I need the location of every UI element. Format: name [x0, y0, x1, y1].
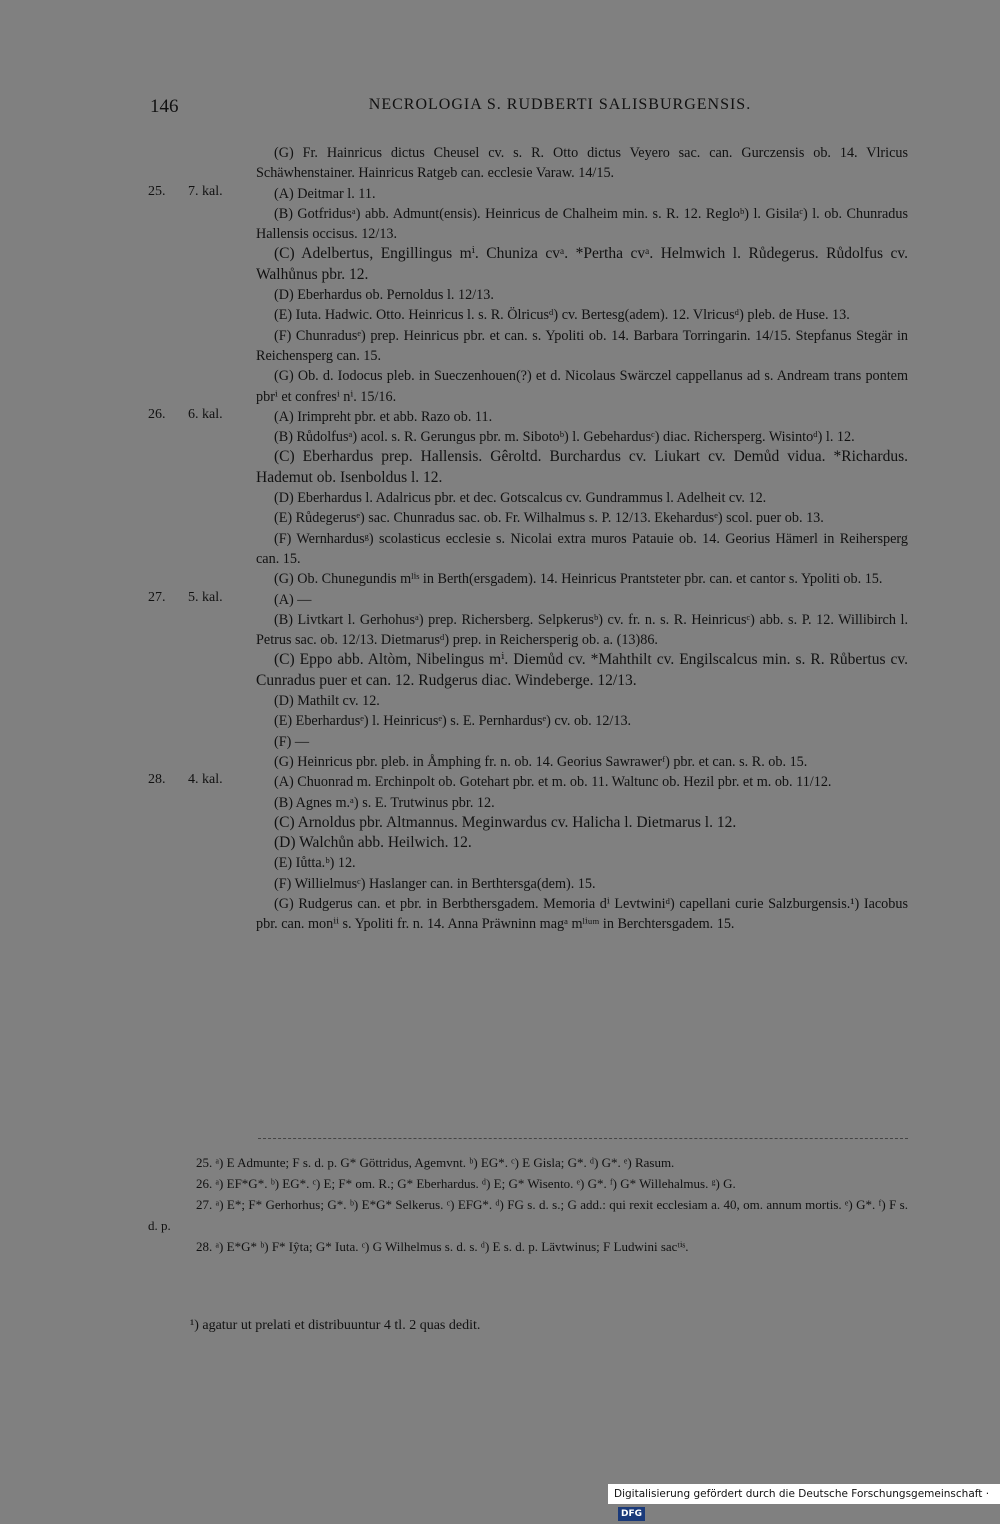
day-kalends: 4. kal.	[188, 772, 223, 788]
footnote-numbered: ¹) agatur ut prelati et distribuuntur 4 tl. 2 quas dedit.	[190, 1318, 481, 1333]
day-block	[148, 772, 908, 934]
necrology-body	[148, 143, 908, 935]
page-header	[150, 96, 910, 122]
day-heading	[148, 772, 223, 788]
necrology-entry: (B) Růdolfusᵃ) acol. s. R. Gerungus pbr. m. Sibotoᵇ) l. Gebehardusᶜ) diac. Richersperg. Wisintoᵈ) l. 12.	[274, 429, 855, 446]
necrology-entry: (F) Chunradusᵉ) prep. Heinricus pbr. et can. s. Ypoliti ob. 14. Barbara Torringarin. 14/15. Stepfanus Stegär in Reichensperg can. 15.	[256, 327, 908, 364]
necrology-entry: (C) Arnoldus pbr. Altmannus. Meginwardus cv. Halicha l. Dietmarus l. 12.	[274, 813, 737, 831]
necrology-entry: (B) Agnes m.ᵃ) s. E. Trutwinus pbr. 12.	[274, 794, 495, 811]
necrology-entry: (F) —	[274, 733, 310, 750]
day-kalends: 7. kal.	[188, 183, 223, 199]
necrology-entry: (E) Růdegerusᵉ) sac. Chunradus sac. ob. Fr. Wilhalmus s. P. 12/13. Ekehardusᵉ) scol. puer ob. 13.	[274, 510, 824, 527]
necrology-entry: (B) Livtkart l. Gerhohusᵃ) prep. Richersberg. Selpkerusᵇ) cv. fr. n. s. R. Heinricusᶜ) abb. s. P. 12. Willibirch l. Petrus sac. ob. 12/13. Dietmarusᵈ) prep. in Reichersperig ob. a. (13)86.	[256, 611, 908, 649]
necrology-entry: (A) Chuonrad m. Erchinpolt ob. Gotehart pbr. et m. ob. 11. Waltunc ob. Hezil pbr. et m. ob. 11/12.	[274, 774, 832, 791]
necrology-entry: (G) Heinricus pbr. pleb. in Åmphing fr. n. ob. 14. Georius Sawrawerᶠ) pbr. et can. s. R. ob. 15.	[274, 753, 808, 770]
necrology-entry: (G) Fr. Hainricus dictus Cheusel cv. s. R. Otto dictus Veyero sac. can. Gurczensis ob. 14. Vlricus Schäwhenstainer. Hainricus Ratgeb can. ecclesie Varaw. 14/15.	[256, 145, 908, 182]
necrology-entry: (G) Rudgerus can. et pbr. in Berbthersgadem. Memoria dⁱ Levtwiniᵈ) capellani curie Salzburgensis.¹) Iacobus pbr. can. monⁱⁱ s. Ypoliti fr. n. 14. Anna Präwninn magᵃ mˡⁱᵘᵐ in Berchtersgadem. 15.	[256, 895, 908, 933]
necrology-entry: (G) Ob. Chunegundis mˡⁱˢ in Berth(ersgadem). 14. Heinricus Prantsteter pbr. can. et cantor s. Ypoliti ob. 15.	[274, 571, 883, 588]
footnote-line: 26. ᵃ) EF*G*. ᵇ) EG*. ᶜ) E; F* om. R.; G* Eberhardus. ᵈ) E; G* Wisento. ᵉ) G*. ᶠ) G* Willehalmus. ᵍ) G.	[196, 1176, 736, 1191]
footnote-line: 28. ᵃ) E*G* ᵇ) F* Iŷta; G* Iuta. ᶜ) G Wilhelmus s. d. s. ᵈ) E s. d. p. Lävtwinus; F Ludwini sacᵗⁱˢ.	[196, 1239, 689, 1254]
digitization-footer	[608, 1484, 1000, 1519]
day-heading	[148, 184, 223, 200]
necrology-entry: (A) Irimpreht pbr. et abb. Razo ob. 11.	[274, 408, 493, 425]
day-block	[148, 143, 908, 184]
necrology-entry: (D) Mathilt cv. 12.	[274, 693, 380, 710]
footnote-line: 25. ᵃ) E Admunte; F s. d. p. G* Göttridus, Agemvnt. ᵇ) EG*. ᶜ) E Gisla; G*. ᵈ) G*. ᵉ) Rasum.	[196, 1155, 675, 1170]
necrology-entry: (C) Eppo abb. Altòm, Nibelingus mⁱ. Diemůd cv. *Mahthilt cv. Engilscalcus min. s. R. Růbertus cv. Cunradus puer et can. 12. Rudgerus diac. Windeberge. 12/13.	[256, 651, 908, 689]
footer-text: Digitalisierung gefördert durch die Deutsche Forschungsgemeinschaft ·	[614, 1488, 990, 1500]
day-number: 28.	[148, 772, 166, 788]
footnotes	[148, 1152, 908, 1257]
day-number: 26.	[148, 406, 166, 422]
page-number: 146	[150, 96, 179, 117]
day-heading	[148, 407, 223, 423]
necrology-entry: (D) Eberhardus ob. Pernoldus l. 12/13.	[274, 287, 494, 304]
footnote-line: 27. ᵃ) E*; F* Gerhorhus; G*. ᵇ) E*G* Selkerus. ᶜ) EFG*. ᵈ) FG s. d. s.; G add.: qui rexit ecclesiam a. 40, om. annum mortis. ᵉ) G*. ᶠ) F s. d. p.	[148, 1197, 908, 1233]
necrology-entry: (E) Iuta. Hadwic. Otto. Heinricus l. s. R. Ölricusᵈ) cv. Bertesg(adem). 12. Vlricusᵈ) pleb. de Huse. 13.	[274, 307, 850, 324]
necrology-entry: (F) Willielmusᶜ) Haslanger can. in Berthtersga(dem). 15.	[274, 875, 596, 892]
dfg-logo: DFG	[618, 1507, 645, 1521]
necrology-entry: (F) Wernhardusᵍ) scolasticus ecclesie s. Nicolai extra muros Patauie ob. 14. Georius Hämerl in Reihersperg can. 15.	[256, 530, 908, 567]
necrology-entry: (A) —	[274, 591, 312, 608]
day-block	[148, 407, 908, 590]
necrology-entry: (A) Deitmar l. 11.	[274, 185, 376, 202]
necrology-entry: (C) Adelbertus, Engillingus mⁱ. Chuniza cvᵃ. *Pertha cvᵃ. Helmwich l. Růdegerus. Růdolfus cv. Walhůnus pbr. 12.	[256, 245, 908, 283]
running-title: NECROLOGIA S. RUDBERTI SALISBURGENSIS.	[368, 96, 752, 113]
necrology-entry: (E) Eberhardusᵉ) l. Heinricusᵉ) s. E. Pernhardusᵉ) cv. ob. 12/13.	[274, 713, 632, 730]
day-number: 27.	[148, 589, 166, 605]
necrology-entry: (G) Ob. d. Iodocus pleb. in Sueczenhouen(?) et d. Nicolaus Swärczel cappellanus ad s. Andream trans pontem pbrⁱ et confresⁱ nⁱ. 15/16.	[256, 368, 908, 405]
day-block	[148, 590, 908, 773]
day-heading	[148, 590, 223, 606]
day-kalends: 6. kal.	[188, 406, 223, 422]
necrology-entry: (E) Iůtta.ᵇ) 12.	[274, 855, 356, 872]
day-number: 25.	[148, 183, 166, 199]
necrology-entry: (B) Gotfridusᵃ) abb. Admunt(ensis). Heinricus de Chalheim min. s. R. 12. Regloᵇ) l. Gisilaᶜ) l. ob. Chunradus Hallensis occisus. 12/13.	[256, 205, 908, 243]
necrology-entry: (D) Walchůn abb. Heilwich. 12.	[274, 834, 472, 852]
footnote-divider	[258, 1138, 908, 1139]
day-block	[148, 184, 908, 407]
necrology-entry: (D) Eberhardus l. Adalricus pbr. et dec. Gotscalcus cv. Gundrammus l. Adelheit cv. 12.	[274, 490, 767, 507]
day-kalends: 5. kal.	[188, 589, 223, 605]
necrology-entry: (C) Eberhardus prep. Hallensis. Gêroltd. Burchardus cv. Liukart cv. Demůd vidua. *Richardus. Hademut ob. Isenboldus l. 12.	[256, 448, 908, 486]
